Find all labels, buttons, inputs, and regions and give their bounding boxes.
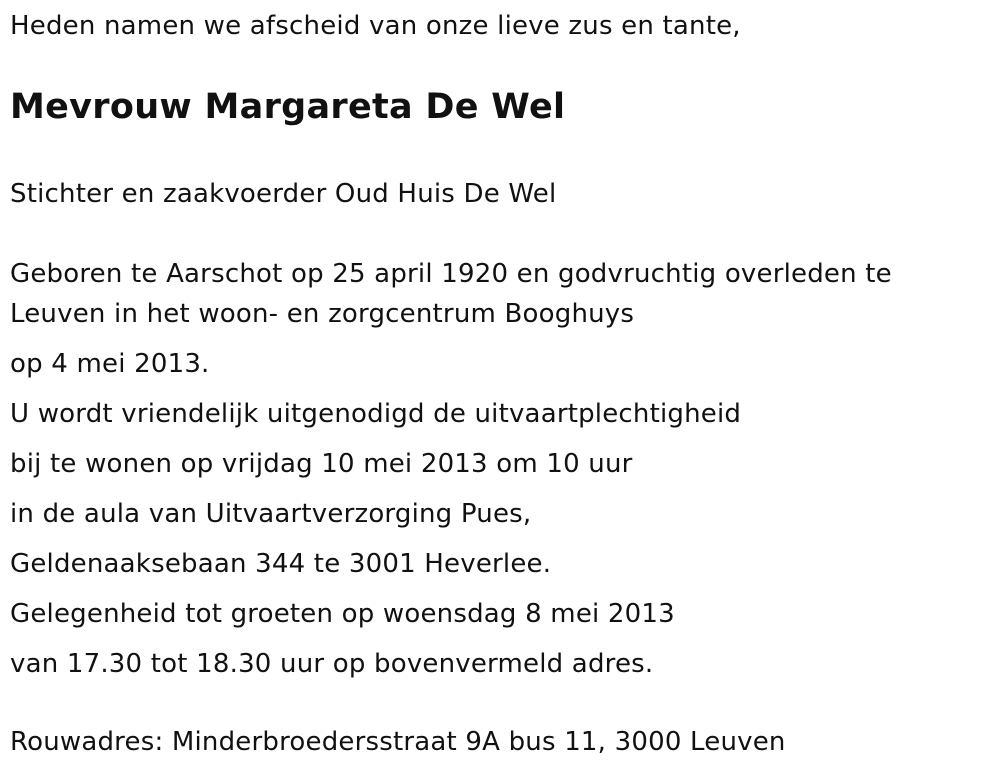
body-line-place: Leuven in het woon- en zorgcentrum Booghuys — [10, 299, 635, 329]
mourning-address: Rouwadres: Minderbroedersstraat 9A bus 11, 3000 Leuven — [10, 727, 786, 757]
body-line-venue-address: Geldenaaksebaan 344 te 3001 Heverlee. — [10, 549, 552, 579]
body-line-venue: in de aula van Uitvaartverzorging Pues, — [10, 499, 532, 529]
body-line-date: op 4 mei 2013. — [10, 349, 210, 379]
notice-body — [10, 254, 892, 684]
body-line-invitation: U wordt vriendelijk uitgenodigd de uitvaartplechtigheid — [10, 399, 742, 429]
body-line-visitation: Gelegenheid tot groeten op woensdag 8 mei 2013 — [10, 599, 675, 629]
body-line-visitation-time: van 17.30 tot 18.30 uur op bovenvermeld adres. — [10, 649, 654, 679]
intro-text: Heden namen we afscheid van onze lieve zus en tante, — [10, 11, 741, 41]
deceased-name: Mevrouw Margareta De Wel — [10, 87, 566, 127]
body-line-service-time: bij te wonen op vrijdag 10 mei 2013 om 10 uur — [10, 449, 633, 479]
role-text: Stichter en zaakvoerder Oud Huis De Wel — [10, 179, 557, 209]
body-line-birth-death: Geboren te Aarschot op 25 april 1920 en godvruchtig overleden te — [10, 259, 892, 289]
